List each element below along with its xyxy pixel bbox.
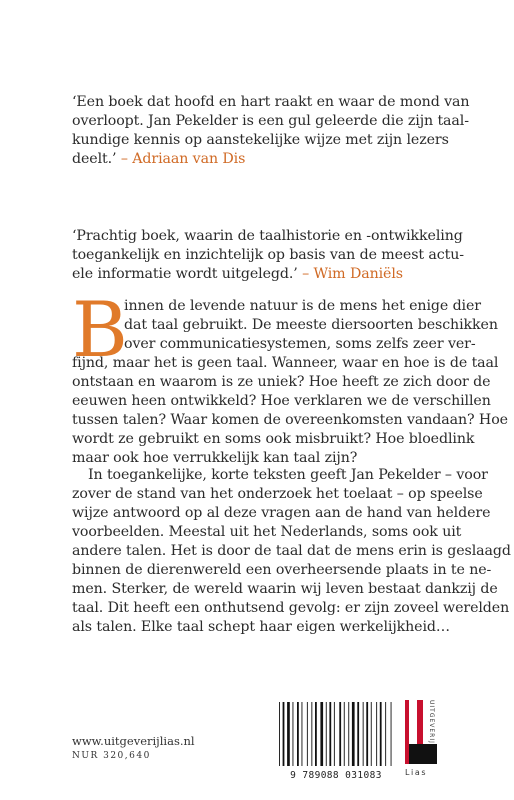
blurb-line: eeuwen heen ontwikkeld? Hoe verklaren we de verschillen [72,393,491,409]
quote1-line [72,150,472,169]
quote2-attribution: – Wim Daniëls [302,266,403,282]
barcode-bar [376,702,377,766]
barcode-bar [391,702,392,766]
barcode-bar [293,702,294,766]
barcode-bar [348,702,349,766]
quote2-line: ‘Prachtig boek, waarin de taalhistorie en -ontwikkeling [72,228,463,244]
barcode-bar [352,702,355,766]
publisher-website: www.uitgeverijlias.nl [72,734,195,748]
barcode-bar [283,702,285,766]
barcode-bar [371,702,372,766]
publisher-name: Lias [405,768,428,777]
isbn-barcode [275,700,397,768]
barcode-bar [307,702,308,766]
blurb-line: als talen. Elke taal schept haar eigen werkelijkheid… [72,619,450,635]
nur-code: NUR 320,640 [72,751,151,761]
barcode-bar [311,702,312,766]
blurb-line: ontstaan en waarom is ze uniek? Hoe heeft ze zich door de [72,374,491,390]
barcode-bars [275,700,397,768]
barcode-bar [334,702,335,766]
quote1-attribution: – Adriaan van Dis [120,151,246,167]
blurb-line: innen de levende natuur is de mens het enige dier [124,298,481,314]
publisher-vertical-label: UITGEVERIJ [428,700,435,744]
blurb-line: tussen talen? Waar komen de overeenkomsten vandaan? Hoe [72,412,508,428]
barcode-bar [302,702,303,766]
barcode-bar [287,702,290,766]
quote1-last-text: deelt.’ [72,151,117,167]
blurb-line: wordt ze gebruikt en soms ook misbruikt? Hoe bloedlink [72,431,475,447]
blurb-line: In toegankelijke, korte teksten geeft Jan Pekelder – voor [88,467,488,483]
quote1-line: kundige kennis op aanstekelijke wijze met zijn lezers [72,132,449,148]
barcode-bar [363,702,364,766]
barcode-bar [344,702,345,766]
quote2-last-text: ele informatie wordt uitgelegd.’ [72,266,298,282]
logo-black-block [409,744,437,764]
barcode-bar [279,702,280,766]
blurb-line: wijze antwoord op al deze vragen aan de hand van heldere [72,505,491,521]
barcode-bar [326,702,327,766]
blurb-line: maar ook hoe verrukkelijk kan taal zijn? [72,450,358,466]
blurb-line: men. Sterker, de wereld waarin wij leven bestaat dankzij de [72,581,498,597]
blurb-line: zover de stand van het onderzoek het toelaat – op speelse [72,486,483,502]
blurb-line: andere talen. Het is door de taal dat de mens erin is geslaagd [72,543,511,559]
blurb-paragraph-2 [72,466,511,637]
barcode-bar [297,702,299,766]
barcode-bar [357,702,359,766]
barcode-bar [329,702,331,766]
barcode-bar [339,702,341,766]
logo-white-stroke [409,700,417,744]
blurb-line: fijnd, maar het is geen taal. Wanneer, waar en hoe is de taal [72,355,499,371]
blurb-line: over communicatiesystemen, soms zelfs zeer ver- [124,336,476,352]
blurb-line: dat taal gebruikt. De meeste diersoorten beschikken [124,317,498,333]
quote1-line: overloopt. Jan Pekelder is een gul geleerde die zijn taal- [72,113,469,129]
barcode-bar [366,702,368,766]
quote2-line: toegankelijk en inzichtelijk op basis van de meest actu- [72,247,464,263]
barcode-bar [315,702,317,766]
blurb-paragraph-1 [72,297,508,468]
barcode-bar [320,702,323,766]
quote-adriaan-van-dis [72,93,472,169]
drop-cap: B [72,285,128,374]
publisher-footer [72,734,232,763]
quote1-line: ‘Een boek dat hoofd en hart raakt en waar de mond van [72,94,470,110]
isbn-number: 9 789088 031083 [290,770,382,781]
barcode-bar [385,702,386,766]
blurb-line: binnen de dierenwereld een overheersende plaats in te ne- [72,562,492,578]
quote-wim-daniels [72,227,472,284]
barcode-bar [380,702,382,766]
blurb-line: voorbeelden. Meestal uit het Nederlands, soms ook uit [72,524,462,540]
quote2-line [72,265,472,284]
blurb-line: taal. Dit heeft een onthutsend gevolg: er zijn zoveel werelden [72,600,510,616]
